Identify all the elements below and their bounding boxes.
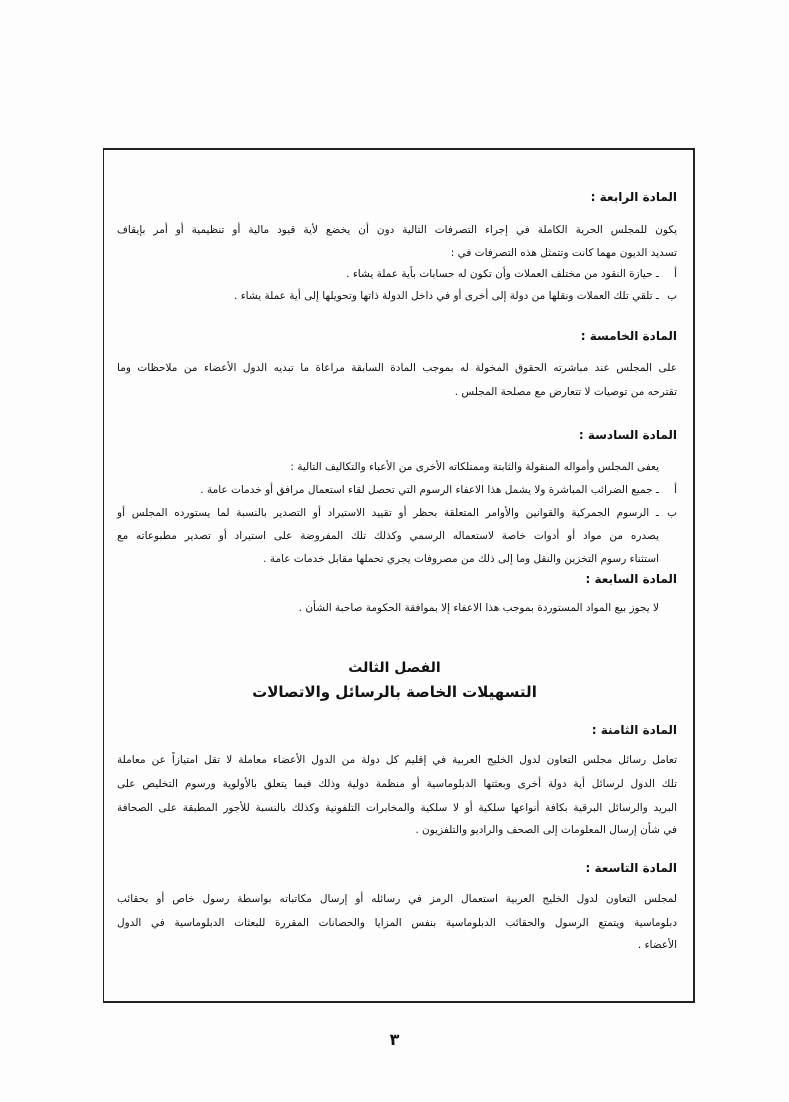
article-6-item-b-cont: يصدره من مواد أو أدوات خاصة لاستعماله الرسمي وكذلك تلك المفروضة على استيراد أو تصدير مطبوعاته مع	[117, 530, 659, 542]
article-5-line: على المجلس عند مباشرته الحقوق المخولة له بموجب المادة السابقة مراعاة ما تبديه الدول الأعضاء من ملاحظات وما	[117, 362, 677, 374]
item-marker: أ	[674, 484, 677, 496]
article-6-line: يعفى المجلس وأمواله المنقولة والثابتة وممتلكاته الأخرى من الأعباء والتكاليف التالية :	[290, 461, 659, 473]
article-6-item-b	[117, 505, 677, 521]
article-4-line: تسديد الديون مهما كانت وتتمثل هذه التصرفات في :	[450, 247, 677, 259]
item-text: ـ جميع الضرائب المباشرة ولا يشمل هذا الاعفاء الرسوم التي تحصل لقاء استعمال مرافق أو خدمات عامة .	[200, 484, 659, 496]
article-9-line: لمجلس التعاون لدول الخليج العربية استعمال الرمز في رسائله أو إرسال مكاتباته بواسطة رسول خاص أو بحقائب	[117, 893, 677, 905]
article-4-item-b	[117, 288, 677, 304]
item-text: ـ تلقي تلك العملات ونقلها من دولة إلى أخرى أو في داخل الدولة ذاتها وتحويلها إلى أية عملة يشاء .	[234, 290, 659, 302]
article-6-item-a	[117, 482, 677, 498]
article-8-heading: المادة الثامنة :	[591, 723, 677, 737]
article-7-line: لا يجوز بيع المواد المستوردة بموجب هذا الاعفاء إلا بموافقة الحكومة صاحبة الشأن .	[298, 602, 659, 614]
item-marker: ب	[667, 507, 677, 519]
article-8-line: في شأن إرسال المعلومات إلى الصحف والراديو والتلفزيون .	[415, 824, 677, 836]
item-marker: أ	[674, 268, 677, 280]
item-text: ـ حيازة النقود من مختلف العملات وأن تكون له حسابات بأية عملة يشاء .	[346, 268, 659, 280]
chapter-title: الفصل الثالث	[348, 660, 441, 676]
article-9-line: دبلوماسية ويتمتع الرسول والحقائب الدبلوماسية بنفس المزايا والحصانات المقررة للبعثات الدبلوماسية في الدول	[117, 917, 677, 929]
article-6-heading: المادة السادسة :	[578, 428, 677, 442]
article-4-heading: المادة الرابعة :	[590, 190, 677, 204]
article-6-item-b-cont: استثناء رسوم التخزين والنقل وما إلى ذلك من مصروفات يجري تحملها مقابل خدمات عامة .	[263, 553, 659, 565]
page-number: ٣	[389, 1030, 400, 1049]
article-7-heading: المادة السابعة :	[585, 572, 677, 586]
item-marker: ب	[667, 290, 677, 302]
chapter-subtitle: التسهيلات الخاصة بالرسائل والاتصالات	[252, 683, 537, 701]
article-9-heading: المادة التاسعة :	[585, 861, 677, 875]
article-4-item-a	[117, 266, 677, 282]
article-8-line: تلك الدول لرسائل أية دولة أخرى وبعثتها الدبلوماسية أو منظمة دولية وذلك فيما يتعلق بالأولوية ورسوم التخليص على	[117, 778, 677, 790]
article-8-line: تعامل رسائل مجلس التعاون لدول الخليج العربية في إقليم كل دولة من الدول الأعضاء معاملة لا تقل امتيازاً عن معاملة	[117, 754, 677, 766]
article-5-line: تقترحه من توصيات لا تتعارض مع مصلحة المجلس .	[454, 386, 677, 398]
item-text: ـ الرسوم الجمركية والقوانين والأوامر المتعلقة بحظر أو تقييد الاستيراد أو التصدير بالنسبة لما يستورده المجلس أو	[117, 507, 659, 519]
article-8-line: البريد والرسائل البرقية بكافة أنواعها سلكية أو لا سلكية والمخابرات التلفونية وكذلك بالنسبة للأجور المطبقة على الصحافة	[117, 802, 677, 814]
article-9-line: الأعضاء .	[637, 939, 677, 951]
article-5-heading: المادة الخامسة :	[580, 329, 677, 343]
article-4-line: يكون للمجلس الحرية الكاملة في إجراء التصرفات التالية دون أن يخضع لأية قيود مالية أو تنظيمية أو أمر بإيقاف	[117, 224, 677, 236]
